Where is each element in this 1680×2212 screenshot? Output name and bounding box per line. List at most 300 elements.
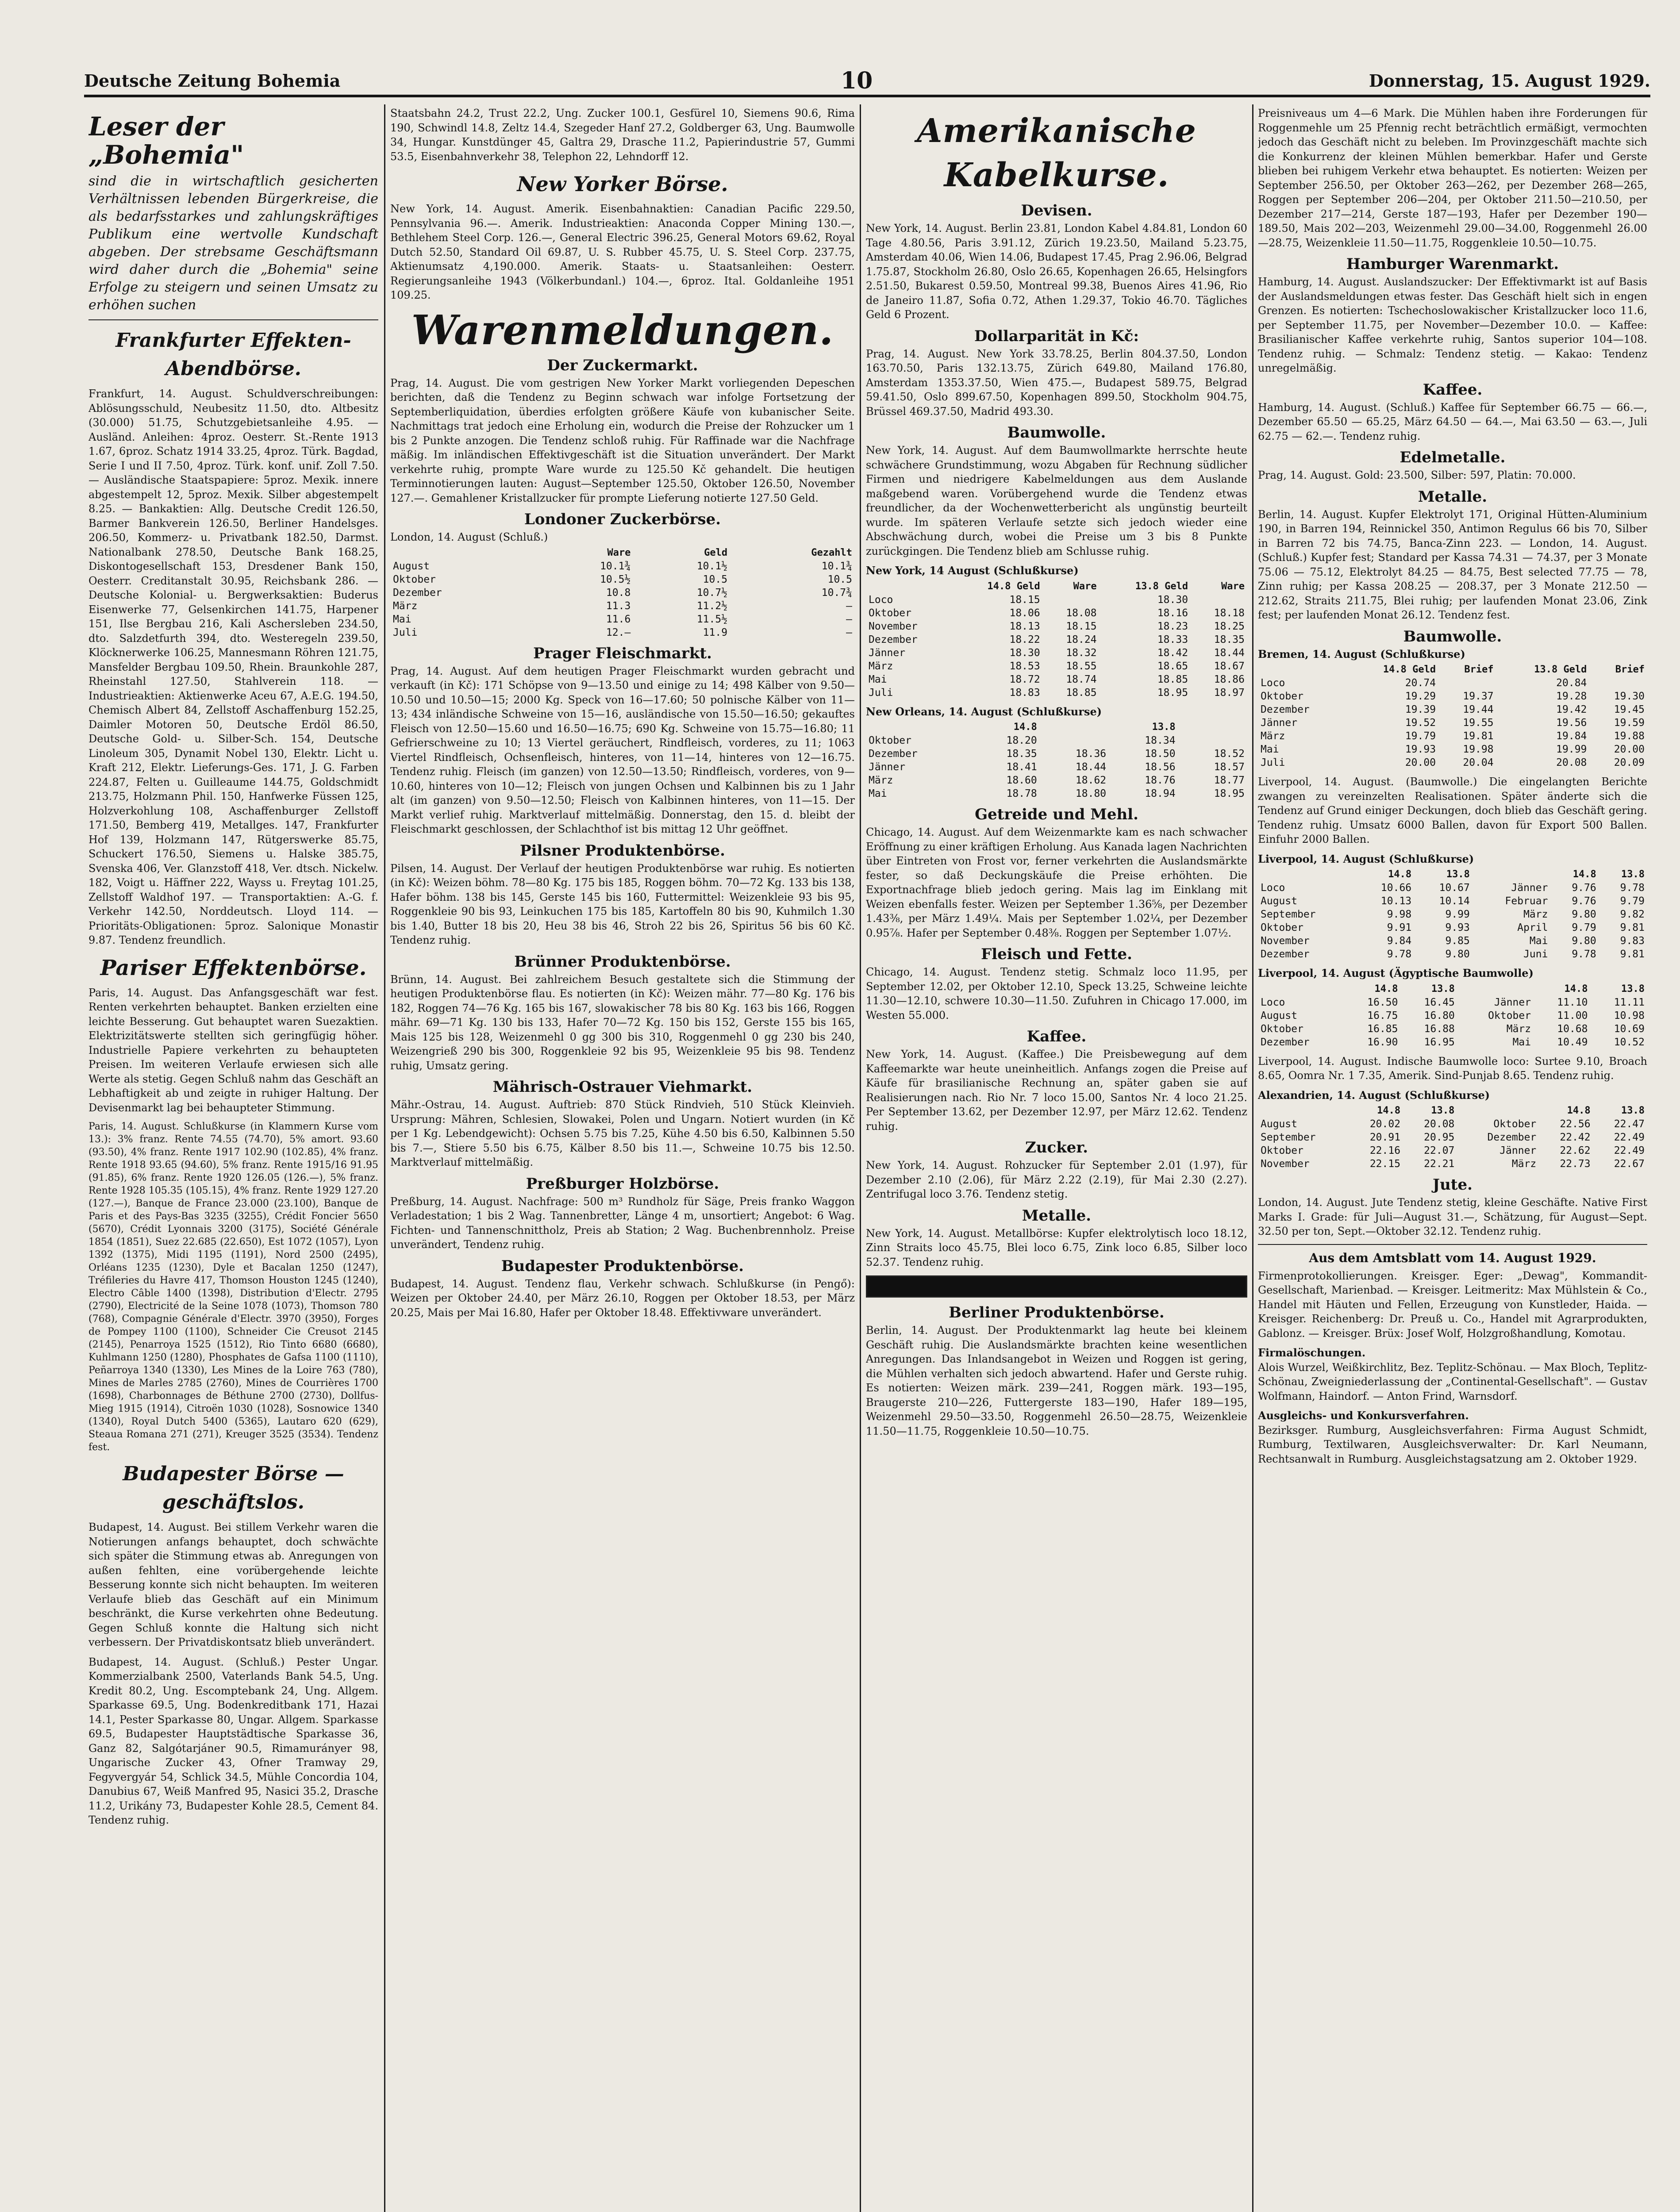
table-cell: Juli (393, 626, 418, 638)
column-3 (866, 106, 1247, 2212)
table-cell: 10.8 (606, 587, 631, 599)
article-budapest: Budapest, 14. August. Bei stillem Verkehr waren die Notierungen anfangs behauptet, doch schwächte sich später die Stimmung etwas ab. Anregungen von außen fehlten, eine vorübergehende leichte Besserung konnte sich nicht behaupten. Im weiteren Verlaufe blieb das Geschäft auf ein Minimum beschränkt, die Kurse verkehrten ohne Bedeutung. Gegen Schluß konnte die Haltung sich nicht verbessern. Der Privatdiskontsatz blieb unverändert. (88, 1521, 378, 1648)
vienna-quotes-continued: Staatsbahn 24.2, Trust 22.2, Ung. Zucker 100.1, Gesfürel 10, Siemens 90.6, Rima 190, Schwindl 14.8, Zeltz 14.4, Szegeder Hanf 27.2, Goldberger 63, Ung. Baumwolle 34, Hungar. Kunstdünger 45, Galtra 29, Drasche 11.2, Papierindustrie 57, Gummi 53.5, Eisenbahnverkehr 38, Telephon 22, Lehndorff 12. (390, 107, 855, 163)
table-cell: 19.29 (1405, 691, 1436, 702)
table-cell: 19.93 (1405, 744, 1436, 755)
table-cell: 19.44 (1463, 704, 1494, 715)
table-row (1258, 1144, 1647, 1157)
table-row (866, 607, 1247, 620)
table-cell: 22.15 (1369, 1158, 1401, 1170)
table-cell: Mai (869, 788, 887, 799)
table-cell: Juli (869, 687, 893, 699)
egyptian-cotton-table (1258, 983, 1647, 1049)
article-edelmetalle: Prag, 14. August. Gold: 23.500, Silber: 597, Platin: 70.000. (1258, 469, 1576, 481)
table-cell: 18.80 (1075, 788, 1107, 799)
table-cell: 19.42 (1556, 704, 1587, 715)
table-cell: Loco (1261, 996, 1285, 1008)
table-cell: Jänner (1494, 996, 1531, 1008)
table-cell: Mai (1512, 1036, 1531, 1048)
table-title-liverpool: Liverpool, 14. August (Schlußkurse) (1258, 852, 1474, 865)
subsection-title-devisen: Devisen. (1021, 202, 1092, 219)
budapest-quotes: Budapest, 14. August. (Schluß.) Pester Ungar. Kommerzialbank 2500, Vaterlands Bank 54.5, Ung. Kredit 80.2, Ung. Escomptebank 24, Ung. Allgem. Sparkasse 69.5, Ung. Bodenkreditbank 171, Hazai 14.1, Pester Sparkasse 80, Ungar. Allgem. Sparkasse 69.5, Budapester Hauptstädtische Sparkasse 36, Ganz 82, Salgótarjáner 90.5, Rimamurányer 98, Ungarische Zucker 43, Ofner Tramway 29, Fegyvergyár 54, Schlick 34.5, Mühle Concordia 104, Danubius 67, Weiß Manfred 95, Nasici 35.2, Drasche 11.2, Urikány 73, Budapester Kohle 28.5, Cement 84. Tendenz ruhig. (88, 1655, 378, 1826)
paris-quotes: Paris, 14. August. Schlußkurse (in Klammern Kurse vom 13.): 3% franz. Rente 74.55 (74.70), 5% amort. 93.60 (93.50), 4% franz. Rente 1917 102.90 (102.85), 4% franz. Rente 1918 93.65 (94.60), 5% franz. Rente 1915/16 91.95 (91.85), 6% franz. Rente 1920 126.05 (126.—), 5% franz. Rente 1928 105.35 (105.15), 4% franz. Rente 1929 127.20 (127.—), Banque de France 23.000 (23.100), Banque de Paris et des Pays-Bas 3235 (3255), Crédit Foncier 5650 (5670), Crédit Lyonnais 3200 (3175), Société Générale 1854 (1851), Suez 22.685 (22.650), Est 1072 (1057), Lyon 1392 (1375), Midi 1195 (1191), Nord 2500 (2495), Orléans 1235 (1230), Dyle et Bacalan 1250 (1247), Tréfileries du Havre 417, Thomson Houston 1245 (1240), Electro Câble 1400 (1398), Distribution d'Electr. 2795 (2790), Electricité de la Seine 1078 (1073), Thomson 780 (768), Compagnie Générale d'Electr. 3970 (3950), Forges de Pompey 1100 (1100), Schneider Cie Creusot 2145 (2145), Penarroya 1525 (1512), Rio Tinto 6680 (6680), Kuhlmann 1250 (1280), Phosphates de Gafsa 1100 (1110), Peñarroya 1340 (1330), Les Mines de la Loire 763 (780), Mines de Marles 2785 (2760), Mines de Courrières 1700 (1698), Charbonnages de Béthune 2700 (2730), Dollfus-Mieg 1915 (1914), Citroën 1030 (1028), Sosnowice 1340 (1340), Royal Dutch 5400 (5365), Lautaro 620 (629), Steaua Romana 271 (271), Kreuger 3525 (3534). Tendenz fest. (88, 1121, 378, 1453)
article-baumwolle: New York, 14. August. Auf dem Baumwollmarkte herrschte heute schwächere Grundstimmung, wozu Abgaben für Rechnung südlicher Firmen und niedrigere Kabelmeldungen aus dem Auslande maßgebend waren. Vorübergehend wurde die Tendenz etwas freundlicher, da der Wochenwetterbericht als ungünstig beurteilt wurde. Im späteren Verlaufe setzte sich jedoch wieder eine Abschwächung durch, wobei die Preise um 3 bis 8 Punkte zurückgingen. Die Tendenz blieb am Schlusse ruhig. (866, 444, 1247, 557)
table-row (1258, 1022, 1647, 1036)
table-cell: 19.55 (1463, 717, 1494, 729)
bremen-cotton-table (1258, 663, 1647, 769)
table-cell: Mai (393, 613, 411, 625)
table-cell: 18.33 (1157, 634, 1188, 645)
table-title-no-cotton: New Orleans, 14. August (Schlußkurse) (866, 705, 1102, 718)
table-cell: 10.66 (1380, 882, 1412, 894)
article-berliner: Berlin, 14. August. Der Produktenmarkt lag heute bei kleinem Geschäft ruhig. Die Auslandsmärkte brachten keine wesentlichen Anregungen. Das Inlandsangebot in Weizen und Roggen ist gering, die Mühlen verhalten sich jedoch abwartend. Hafer und Gerste ruhig. Es notierten: Weizen märk. 239—241, Roggen märk. 193—195, Braugerste 210—226, Futtergerste 183—190, Hafer 189—195, Weizenmehl 29.50—33.50, Roggenmehl 26.50—28.75, Weizenkleie 11.50—11.75, Roggenkleie 10.50—10.75. (866, 1324, 1247, 1437)
table-cell: August (1261, 895, 1298, 907)
table-row (1258, 1157, 1647, 1171)
table-cell: September (1261, 1132, 1316, 1143)
table-row (866, 787, 1247, 800)
table-cell: 9.99 (1445, 909, 1470, 920)
table-cell: März (869, 775, 893, 786)
table-cell: Oktober (1488, 1010, 1531, 1022)
table-cell: 18.44 (1214, 647, 1245, 659)
subsection-title-ostrau: Mährisch-Ostrauer Viehmarkt. (492, 1078, 753, 1096)
table-cell: 18.15 (1066, 620, 1097, 632)
table-cell: 10.68 (1557, 1023, 1588, 1035)
table-row (866, 660, 1247, 673)
table-cell: 18.77 (1214, 775, 1245, 786)
table-cell: 18.85 (1066, 687, 1097, 699)
table-cell: 18.06 (1009, 607, 1040, 619)
table-cell: Oktober (1261, 922, 1303, 933)
subsection-title-bruenn: Brünner Produktenbörse. (514, 952, 731, 971)
table-header-cell: 14.8 (1374, 983, 1398, 995)
table-cell: 9.98 (1387, 909, 1412, 920)
table-row (390, 560, 855, 573)
table-cell: März (1506, 1023, 1531, 1035)
page-number: 10 (841, 67, 873, 94)
table-header-row (866, 721, 1247, 734)
table-cell: — (846, 600, 852, 612)
table-row (866, 686, 1247, 699)
table-header-cell (1472, 868, 1551, 881)
table-cell: 18.32 (1066, 647, 1097, 659)
subsection-title-firmenloeschungen: Firmalöschungen. (1258, 1346, 1366, 1359)
table-cell: Dezember (869, 634, 918, 645)
table-cell: 22.67 (1614, 1158, 1645, 1170)
table-cell: 19.30 (1614, 691, 1645, 702)
table-row (866, 593, 1247, 607)
table-cell: 19.39 (1405, 704, 1436, 715)
table-cell: 18.65 (1157, 660, 1188, 672)
table-header-cell: 14.8 (1564, 983, 1588, 995)
ny-cotton-table (866, 580, 1247, 699)
table-row (1258, 996, 1647, 1009)
table-cell (1589, 676, 1647, 690)
table-header-cell: 13.8 (1621, 869, 1645, 880)
table-cell: 18.95 (1214, 788, 1245, 799)
table-cell: 18.30 (1157, 594, 1188, 606)
article-zucker: Prag, 14. August. Die vom gestrigen New Yorker Markt vorliegenden Depeschen berichten, daß die Tendenz zu Beginn schwach war infolge Fortsetzung der Septemberliquidation, überdies erfolgten größere Käufe von kubanischer Seite. Nachmittags trat jedoch eine Erholung ein, wodurch die Preise der Rohzucker um 1 bis 2 Punkte anzogen. Die Tendenz schloß ruhig. Für Raffinade war die Nachfrage mäßig. Im inländischen Effektivgeschäft ist die Situation unverändert. Der Markt verkehrte ruhig, prompte Ware wurde zu 125.50 Kč gehandelt. Die heutigen Terminnotierungen lauten: August—September 125.50, Oktober 126.50, November 127.—. Gemahlener Kristallzucker für prompte Lieferung notierte 127.50 Geld. (390, 376, 855, 504)
article-kaffee-hamburg: Hamburg, 14. August. (Schluß.) Kaffee für September 66.75 — 66.—, Dezember 65.50 — 65.25, März 64.50 — 64.—, Mai 63.50 — 63.—, Juli 62.75 — 62.—. Tendenz ruhig. (1258, 401, 1647, 442)
article-kaffee: New York, 14. August. (Kaffee.) Die Preisbewegung auf dem Kaffeemarkte war heute uneinheitlich. Anfangs zogen die Preise auf Käufe für brasilianische Rechnung an, später gaben sie auf Realisierungen nach. Rio Nr. 7 loco 15.00, Santos Nr. 4 loco 21.25. Per September 13.62, per Dezember 12.97, per März 12.62. Tendenz ruhig. (866, 1048, 1247, 1133)
table-row (390, 586, 855, 599)
table-cell: Mai (869, 673, 887, 685)
table-row (1258, 1118, 1647, 1131)
table-cell: 11.9 (703, 626, 728, 638)
table-row (1258, 716, 1647, 730)
table-cell: 11.10 (1557, 996, 1588, 1008)
table-cell: 10.13 (1380, 895, 1412, 907)
table-cell: 18.16 (1157, 607, 1188, 619)
table-cell: 18.56 (1145, 761, 1176, 773)
table-cell: 19.99 (1556, 744, 1587, 755)
liverpool-cotton-table (1258, 868, 1647, 961)
table-cell: 18.55 (1066, 660, 1097, 672)
table-header-cell: Ware (607, 547, 631, 558)
table-cell: 9.78 (1572, 949, 1596, 960)
table-cell: September (1261, 909, 1316, 920)
table-cell: 16.45 (1424, 996, 1455, 1008)
column-rule (1252, 104, 1253, 2212)
table-cell: 18.23 (1157, 620, 1188, 632)
table-cell: 16.85 (1367, 1023, 1398, 1035)
section-title-frankfurt: Frankfurter Effekten-Abendbörse. (115, 329, 351, 380)
table-cell: 11.5½ (696, 613, 728, 625)
table-cell: Dezember (1261, 949, 1310, 960)
table-header-cell: Gezahlt (811, 547, 852, 558)
table-cell: 18.57 (1214, 761, 1245, 773)
table-cell: 12.— (606, 626, 631, 638)
table-header-cell: 13.8 (1431, 983, 1455, 995)
article-metalle-berlin: Berlin, 14. August. Kupfer Elektrolyt 171, Original Hütten-Aluminium 190, in Barren 194, Reinnickel 350, Antimon Regulus 66 bis 70, Silber in Barren 72 bis 74.75, Banca-Zinn 223. — London, 14. August. (Schluß.) Kupfer fest; Standard per Kassa 74.31 — 74.37, per 3 Monate 75.06 — 75.12, Elektrolyt 84.25 — 84.75, Best selected 77.75 — 78, Zinn ruhig; per Kassa 208.25 — 208.37, per 3 Monate 212.50 — 212.62, Straits 211.75, Blei ruhig; per laufenden Monat 23.06, Zink fest; per laufenden Monat 26.12. Tendenz fest. (1258, 508, 1647, 621)
table-cell (1178, 734, 1247, 747)
article-liverpool: Liverpool, 14. August. (Baumwolle.) Die eingelangten Berichte zwangen zu vereinzelten Realisationen. Später änderte sich die Tendenz auf Grund einiger Deckungen, doch blieb das Geschäft gering. Tendenz ruhig. Umsatz 6000 Ballen, davon für Export 500 Ballen. Einfuhr 2000 Ballen. (1258, 776, 1647, 845)
table-cell: 19.28 (1556, 691, 1587, 702)
subsection-title-metalle: Metalle. (1022, 1206, 1092, 1225)
article-hamburg: Hamburg, 14. August. Auslandszucker: Der Effektivmarkt ist auf Basis der Auslandsmeldungen etwas fester. Das Geschäft hielt sich in engen Grenzen. Es notierten: Tschechoslowakischer Kristallzucker loco 11.6, per September 11.75, per November—Dezember 10.0. — Kaffee: Brasilianischer Kaffee verkehrte ruhig, Santos superior 104—108. Tendenz ruhig. — Schmalz: Tendenz stetig. — Kakao: Tendenz unregelmäßig. (1258, 276, 1647, 374)
table-cell: November (869, 620, 918, 632)
table-cell: Juni (1523, 949, 1548, 960)
subsection-title-metalle-berlin: Metalle. (1418, 488, 1488, 506)
table-cell: 18.67 (1214, 660, 1245, 672)
article-preisniveau: Preisniveaus um 4—6 Mark. Die Mühlen haben ihre Forderungen für Roggenmehle um 25 Pfennig recht beträchtlich ermäßigt, vermochten jedoch das Geschäft nicht zu beleben. Im Provinzgeschäft machte sich die Konkurrenz der kleinen Mühlen bemerkbar. Hafer und Gerste blieben bei ruhigem Verkehr etwa behauptet. Es notierten: Weizen per September 256.50, per Oktober 263—262, per Dezember 268—265, Roggen per September 206—204, per Oktober 211.50—210.50, per Dezember 217—214, Gerste 187—193, Hafer per Dezember 190—189.50, Mais 202—203, Weizenmehl 29.00—34.00, Roggenmehl 26.00—28.75, Weizenkleie 11.50—11.75, Roggenkleie 10.50—10.75. (1258, 107, 1647, 249)
table-cell: Jänner (1511, 882, 1548, 894)
column-rule (860, 104, 861, 2212)
table-row (1258, 908, 1647, 921)
table-cell: 18.36 (1075, 748, 1107, 760)
table-cell (1043, 593, 1099, 607)
table-cell: 22.73 (1560, 1158, 1591, 1170)
table-cell: März (1523, 909, 1548, 920)
table-header-row (390, 546, 855, 560)
divider (88, 319, 378, 320)
table-title-bremen: Bremen, 14. August (Schlußkurse) (1258, 647, 1465, 661)
table-cell: August (1261, 1118, 1298, 1130)
table-cell: Oktober (869, 607, 911, 619)
table-cell: 18.08 (1066, 607, 1097, 619)
table-cell: 22.62 (1560, 1145, 1591, 1156)
table-cell: 20.84 (1556, 677, 1587, 689)
subsection-title-berliner: Berliner Produktenbörse. (949, 1304, 1165, 1321)
column-rule (384, 104, 385, 2212)
table-cell: 18.44 (1075, 761, 1107, 773)
table-cell: Jänner (1261, 717, 1298, 729)
article-paris: Paris, 14. August. Das Anfangsgeschäft war fest. Renten verkehrten behauptet. Banken erzielten eine leichte Besserung. Gut behauptet waren Suezaktien. Elektrizitätswerte stellten sich geringfügig höher. Industrielle Papiere verkehrten zu behaupteten Preisen. Im weiteren Verlaufe erwiesen sich alle Werte als stetig. Gegen Schluß nahm das Geschäft an Lebhaftigkeit ab und zeigte in ruhiger Haltung. Der Devisenmarkt lag bei behaupteter Stimmung. (88, 986, 378, 1114)
table-cell: 18.83 (1009, 687, 1040, 699)
table-cell: 18.52 (1214, 748, 1245, 760)
table-cell: 10.1½ (696, 560, 728, 572)
column-1 (88, 106, 378, 2212)
table-row (1258, 881, 1647, 895)
table-cell: 20.00 (1405, 757, 1436, 768)
table-cell: 10.52 (1614, 1036, 1645, 1048)
table-row (866, 774, 1247, 787)
table-header-cell: 14.8 (1377, 1105, 1401, 1116)
table-cell: 9.81 (1620, 949, 1645, 960)
table-cell: 16.88 (1424, 1023, 1455, 1035)
table-cell: März (869, 660, 893, 672)
table-cell: Loco (869, 594, 893, 606)
table-header-cell (1258, 663, 1345, 676)
table-cell: Mai (1261, 744, 1279, 755)
table-cell: November (1261, 935, 1310, 947)
table-cell: 16.75 (1367, 1010, 1398, 1022)
table-cell: 18.13 (1009, 620, 1040, 632)
table-cell (1040, 734, 1109, 747)
ad-text: sind die in wirtschaftlich gesicherten Verhältnissen lebenden Bürgerkreise, die als bedarfsstarkes und zahlungskräftiges Publikum eine wertvolle Kundschaft abgeben. Der strebsame Geschäftsmann wird daher durch die „Bohemia" seine Erfolge zu steigern und seinen Umsatz zu erhöhen suchen (88, 173, 378, 313)
table-cell: 9.79 (1620, 895, 1645, 907)
table-cell (1191, 593, 1247, 607)
table-cell: 11.6 (606, 613, 631, 625)
new-orleans-cotton-table (866, 721, 1247, 800)
table-cell: April (1517, 922, 1548, 933)
subsection-title-fleisch: Prager Fleischmarkt. (533, 644, 712, 662)
table-cell: 9.83 (1620, 935, 1645, 947)
table-row (866, 646, 1247, 660)
table-cell: 19.45 (1614, 704, 1645, 715)
table-cell: 18.85 (1157, 673, 1188, 685)
table-header-cell: 13.8 (1446, 869, 1470, 880)
subsection-title-edelmetalle: Edelmetalle. (1399, 449, 1506, 466)
table-cell: 19.88 (1614, 730, 1645, 742)
table-cell: Juli (1261, 757, 1285, 768)
article-dollar: Prag, 14. August. New York 33.78.25, Berlin 804.37.50, London 163.70.50, Paris 132.13.75, Zürich 649.80, Mailand 176.80, Amsterdam 1353.37.50, Wien 475.—, Budapest 589.75, Belgrad 59.41.50, Oslo 899.67.50, Kopenhagen 899.50, Stockholm 904.75, Brüssel 469.37.50, Madrid 493.30. (866, 347, 1247, 418)
table-cell: 9.80 (1572, 909, 1596, 920)
table-cell: 19.81 (1463, 730, 1494, 742)
table-cell: 9.80 (1445, 949, 1470, 960)
table-cell: 10.5 (827, 573, 852, 585)
table-header-cell: 13.8 (1621, 1105, 1645, 1116)
table-cell: 11.11 (1614, 996, 1645, 1008)
article-budapest-produkten: Budapest, 14. August. Tendenz flau, Verkehr schwach. Schlußkurse (in Pengő): Weizen per Oktober 24.40, per März 26.10, Roggen per Oktober 18.53, per März 20.25, Mais per Mai 16.80, Hafer per Oktober 18.48. Effektivware unverändert. (390, 1277, 855, 1319)
table-cell: 20.08 (1424, 1118, 1455, 1130)
table-subtitle-london-sugar: London, 14. August (Schluß.) (390, 531, 548, 543)
subsection-title-fleisch-fett: Fleisch und Fette. (981, 945, 1132, 963)
table-cell: Loco (1261, 677, 1285, 689)
subsection-title-pilsen: Pilsner Produktenbörse. (520, 841, 725, 860)
table-header-cell: 14.8 Geld (1383, 664, 1436, 675)
table-header-cell: 14.8 Geld (987, 580, 1040, 592)
table-header-row (1258, 983, 1647, 996)
table-row (866, 747, 1247, 760)
subsection-title-baumwolle: Baumwolle. (1007, 424, 1106, 442)
article-ausgleich: Bezirksger. Rumburg, Ausgleichsverfahren: Firma August Schmidt, Rumburg, Textilwaren, Ausgleichsverwalter: Dr. Karl Neumann, Rechtsanwalt in Rumburg. Ausgleichstagsatzung am 2. Oktober 1929. (1258, 1424, 1647, 1465)
subsection-title-hamburg: Hamburger Warenmarkt. (1346, 255, 1559, 273)
table-row (1258, 1131, 1647, 1144)
table-cell: 10.7¾ (821, 587, 852, 599)
table-header-cell: 13.8 Geld (1135, 580, 1188, 592)
table-cell: Dezember (1487, 1132, 1537, 1143)
article-pilsen: Pilsen, 14. August. Der Verlauf der heutigen Produktenbörse war ruhig. Es notierten (in Kč): Weizen böhm. 78—80 Kg. 175 bis 185, Roggen böhm. 70—72 Kg. 133 bis 138, Hafer böhm. 138 bis 145, Gerste 145 bis 160, Futtermittel: Weizenkleie 93 bis 95, Roggenkleie 90 bis 93, Leinkuchen 175 bis 185, Kartoffeln 80 bis 90, Kuhmilch 1.30 bis 1.40, Butter 18 bis 20, Heu 38 bis 46, Stroh 22 bis 26, Spiritus 56 bis 60 Kč. Tendenz ruhig. (390, 862, 855, 946)
subsection-title-amtsblatt: Aus dem Amtsblatt vom 14. August 1929. (1309, 1250, 1596, 1265)
table-cell: 16.90 (1367, 1036, 1398, 1048)
table-row (1258, 703, 1647, 716)
table-header-cell (1457, 983, 1534, 996)
table-header-cell: 13.8 Geld (1534, 664, 1587, 675)
table-row (390, 599, 855, 613)
table-cell: 19.98 (1463, 744, 1494, 755)
table-cell: 20.95 (1424, 1132, 1455, 1143)
table-cell: 20.08 (1556, 757, 1587, 768)
table-cell: 9.76 (1572, 895, 1596, 907)
table-header-cell: Geld (704, 547, 728, 558)
table-title-london-sugar: Londoner Zuckerbörse. (524, 511, 721, 528)
section-title-paris: Pariser Effektenbörse. (100, 955, 367, 980)
table-cell: 9.76 (1572, 882, 1596, 894)
article-frankfurt: Frankfurt, 14. August. Schuldverschreibungen: Ablösungsschuld, Neubesitz 11.50, dto. Altbesitz (30.000) 51.75, Schutzgebietsanleihe 4.95. — Ausländ. Anleihen: 4proz. Oesterr. St.-Rente 1913 1.67, 6proz. Schatz 1914 33.25, 4proz. Türk. Bagdad, Serie I und II 7.50, 4proz. Türk. konf. unif. Zoll 7.50. — Ausländische Staatspapiere: 5proz. Mexik. innere abgestempelt 12, 5proz. Mexik. Silber abgestempelt 8.25. — Bankaktien: Allg. Deutsche Credit 126.50, Barmer Bankverein 126.50, Berliner Handelsges. 206.50, Kommerz- u. Privatbank 182.50, Darmst. Nationalbank 278.50, Deutsche Bank 168.25, Diskontogesellschaft 153, Dresdener Bank 150, Oesterr. Creditanstalt 30.95, Reichsbank 286. — Deutsche Kolonial- u. Bergwerksaktien: Buderus Eisenwerke 77, Gelsenkirchen 141.75, Harpener 151, Ilse Bergbau 216, Kali Aschersleben 234.50, dto. Salzdetfurth 394, dto. Westeregeln 239.50, Klöcknerwerke 106.25, Mannesmann Röhren 121.75, Mansfelder Bergbau 109.50, Rhein. Braunkohle 287, Rheinstahl 127.50, Stahlverein 118. — Industrieaktien: Aktienwerke Aceu 67, A.E.G. 194.50, Chemisch Albert 84, Zellstoff Aschaffenburg 152.25, Daimler Motoren 50, Deutsche Erdöl 86.50, Deutsche Gold- u. Silber-Sch. 154, Deutsche Linoleum 305, Dynamit Nobel 130, Elektr. Licht u. Kraft 212, Elektr. Lieferungs-Ges. 171, J. G. Farben 224.87, Felten u. Guilleaume 144.75, Goldschmidt 213.75, Holzmann Phil. 150, Hanfwerke Füssen 125, Holzverkohlung 108, Aschaffenburger Zellstoff 171.50, Bemberg 419, Metallges. 147, Frankfurter Hof 139, Holzmann 147, Rütgerswerke 85.75, Schuckert 176.50, Siemens u. Halske 385.75, Svenska 406, Ver. Glanzstoff 418, Ver. dtsch. Nickelw. 182, Voigt u. Häffner 222, Wayss u. Freytag 101.25, Zellstoff Waldhof 197. — Transportaktien: A.-G. f. Verkehr 142.50, Norddeutsch. Lloyd 114. — Prioritäts-Obligationen: 5proz. Salonique Monastir 9.87. Tendenz freundlich. (88, 388, 378, 946)
article-metalle: New York, 14. August. Metallbörse: Kupfer elektrolytisch loco 18.12, Zinn Straits loco 45.75, Blei loco 6.75, Zink loco 6.85, Silber loco 52.37. Tendenz ruhig. (866, 1227, 1247, 1268)
table-cell: Dezember (869, 748, 918, 760)
table-cell: 10.5 (703, 573, 728, 585)
table-cell: 9.93 (1445, 922, 1470, 933)
article-amtsblatt: Firmenprotokollierungen. Kreisger. Eger: „Dewag", Kommandit-Gesellschaft, Marienbad. — Kreisger. Leitmeritz: Max Mühlstein & Co., Handel mit Häuten und Fellen, Erzeugung von Kunstleder, Haida. — Kreisger. Reichenberg: Dr. Preuß u. Co., Handel mit Agrarprodukten, Gablonz. — Kreisger. Brüx: Josef Wolf, Holzgroßhandlung, Komotau. (1258, 1269, 1647, 1340)
table-header-cell: Ware (1221, 580, 1245, 592)
table-row (866, 734, 1247, 747)
article-newyork: New York, 14. August. Amerik. Eisenbahnaktien: Canadian Pacific 229.50, Pennsylvania 96.—. Amerik. Industrieaktien: Anaconda Copper Mining 130.—, Bethlehem Steel Corp. 126.—, General Electric 396.25, General Motors 69.62, Royal Dutch 52.50, Standard Oil 69.87, U. S. Rubber 45.75, U. S. Steel Corp. 237.75, Aktienumsatz 4,190.000. Amerik. Staats- u. Staatsanleihen: Oesterr. Regierungsanleihe 1943 (Völkerbundanl.) 104.—, 6proz. Ital. Goldanleihe 1951 109.25. (390, 203, 855, 301)
article-firmenloeschungen: Alois Wurzel, Weißkirchlitz, Bez. Teplitz-Schönau. — Max Bloch, Teplitz-Schönau, Zweigniederlassung der „Continental-Gesellschaft". — Gustav Wolfmann, Haindorf. — Anton Frind, Warnsdorf. (1258, 1361, 1647, 1402)
table-cell: 19.79 (1405, 730, 1436, 742)
table-cell: 18.53 (1009, 660, 1040, 672)
table-cell: Oktober (1261, 1023, 1303, 1035)
table-row (1258, 1009, 1647, 1022)
table-cell (1438, 676, 1496, 690)
section-title-budapest: Budapester Börse — geschäftslos. (123, 1463, 344, 1513)
table-cell: 10.1¾ (600, 560, 631, 572)
table-title-alexandrien: Alexandrien, 14. August (Schlußkurse) (1258, 1088, 1490, 1102)
subsection-title-pressburg: Preßburger Holzbörse. (526, 1175, 719, 1193)
column-2 (390, 106, 855, 2212)
table-cell: 10.98 (1614, 1010, 1645, 1022)
table-row (866, 620, 1247, 633)
table-header-cell (1040, 721, 1109, 734)
table-cell: Jänner (869, 761, 906, 773)
table-cell: 11.2½ (696, 600, 728, 612)
table-cell: 20.04 (1463, 757, 1494, 768)
subsection-title-ausgleich: Ausgleichs- und Konkursverfahren. (1258, 1409, 1469, 1422)
article-pressburg: Preßburg, 14. August. Nachfrage: 500 m³ Rundholz für Säge, Preis franko Waggon Verladestation; 1 bis 2 Wag. Tannenbretter, Länge 4 m, unsortiert; Angebot: 6 Wag. Fichten- und Tannenschnittholz, Preis ab Station; 2 Wag. Buchenbrennholz. Preise unverändert, Tendenz ruhig. (390, 1195, 855, 1251)
table-row (1258, 730, 1647, 743)
table-row (1258, 676, 1647, 690)
table-cell: 16.80 (1424, 1010, 1455, 1022)
table-row (390, 613, 855, 626)
divider (1258, 1244, 1647, 1245)
table-cell: 10.1¾ (821, 560, 852, 572)
table-header-cell: 14.8 (1388, 869, 1412, 880)
header-rule (84, 95, 1650, 97)
table-cell: 9.81 (1620, 922, 1645, 933)
table-cell: 16.95 (1424, 1036, 1455, 1048)
table-cell: Mai (1529, 935, 1548, 947)
table-cell: 10.69 (1614, 1023, 1645, 1035)
table-cell: 9.82 (1620, 909, 1645, 920)
table-cell: 18.34 (1145, 735, 1176, 746)
table-cell: 20.02 (1369, 1118, 1401, 1130)
table-cell: 10.7½ (696, 587, 728, 599)
subsection-title-dollar: Dollarparität in Kč: (974, 327, 1139, 345)
table-cell: November (1261, 1158, 1310, 1170)
table-cell: 18.95 (1157, 687, 1188, 699)
table-cell: 9.91 (1387, 922, 1412, 933)
article-zucker-ny: New York, 14. August. Rohzucker für September 2.01 (1.97), für Dezember 2.10 (2.06), für März 2.22 (2.19), für Mai 2.30 (2.27). Zentrifugal loco 3.76. Tendenz stetig. (866, 1159, 1247, 1200)
table-header-row (1258, 868, 1647, 881)
table-cell: 20.74 (1405, 677, 1436, 689)
table-cell: 9.84 (1387, 935, 1412, 947)
table-cell: 20.00 (1614, 744, 1645, 755)
table-title-ny-cotton: New York, 14 August (Schlußkurse) (866, 564, 1079, 577)
table-header-cell: 13.8 (1152, 722, 1176, 733)
table-cell: 10.14 (1439, 895, 1470, 907)
table-cell: 18.86 (1214, 673, 1245, 685)
subsection-title-zucker: Der Zuckermarkt. (547, 356, 698, 374)
table-cell: Loco (1261, 882, 1285, 894)
table-cell: 18.97 (1214, 687, 1245, 699)
subsection-title-zucker-ny: Zucker. (1025, 1139, 1088, 1156)
black-bar (866, 1275, 1247, 1298)
table-header-cell: 13.8 (1431, 1105, 1455, 1116)
table-row (1258, 1036, 1647, 1049)
column-4 (1258, 106, 1647, 2212)
table-header-cell (1457, 1104, 1539, 1118)
table-cell: Jänner (869, 647, 906, 659)
table-cell: 18.35 (1006, 748, 1037, 760)
table-cell: Oktober (1261, 1145, 1303, 1156)
table-cell: 22.49 (1614, 1132, 1645, 1143)
subsection-title-getreide: Getreide und Mehl. (975, 806, 1138, 823)
page-header (84, 67, 1650, 94)
article-indisch: Liverpool, 14. August. Indische Baumwolle loco: Surtee 9.10, Broach 8.65, Oomra Nr. 1 7.35, Amerik. Sind-Punjab 8.65. Tendenz ruhig. (1258, 1055, 1647, 1082)
table-cell: 10.49 (1557, 1036, 1588, 1048)
table-cell: März (393, 600, 418, 612)
table-header-cell: 13.8 (1621, 983, 1645, 995)
table-cell: August (393, 560, 430, 572)
table-cell: Oktober (1493, 1118, 1537, 1130)
table-header-cell: Brief (1464, 664, 1494, 675)
table-cell: Dezember (1261, 704, 1310, 715)
table-header-row (1258, 663, 1647, 676)
table-header-row (866, 580, 1247, 593)
table-cell: 18.74 (1066, 673, 1097, 685)
subsection-title-kaffee-hamburg: Kaffee. (1422, 380, 1483, 399)
article-getreide: Chicago, 14. August. Auf dem Weizenmarkte kam es nach schwacher Eröffnung zu einer kräftigen Erholung. Aus Kanada lagen Nachrichten über Eintreten von Frost vor, ferner verkehrten die Auslandsmärkte fester, so daß Deckungskäufe die Preise erhöhten. Die Exportnachfrage blieb jedoch gering. Mais lag im Einklang mit Weizen ebenfalls fester. Weizen per September 1.36⅝, per Dezember 1.43⅜, per März 1.49¼. Mais per September 1.02¼, per Dezember 0.95⅞. Hafer per September 0.48⅜. Roggen per September 1.07½. (866, 826, 1247, 939)
table-header-cell: 14.8 (1572, 869, 1596, 880)
table-cell: 18.78 (1006, 788, 1037, 799)
issue-date: Donnerstag, 15. August 1929. (1369, 71, 1650, 91)
table-cell: 22.07 (1424, 1145, 1455, 1156)
table-cell: 18.18 (1214, 607, 1245, 619)
table-cell: 18.41 (1006, 761, 1037, 773)
table-cell: 9.79 (1572, 922, 1596, 933)
table-header-cell (1258, 868, 1356, 881)
